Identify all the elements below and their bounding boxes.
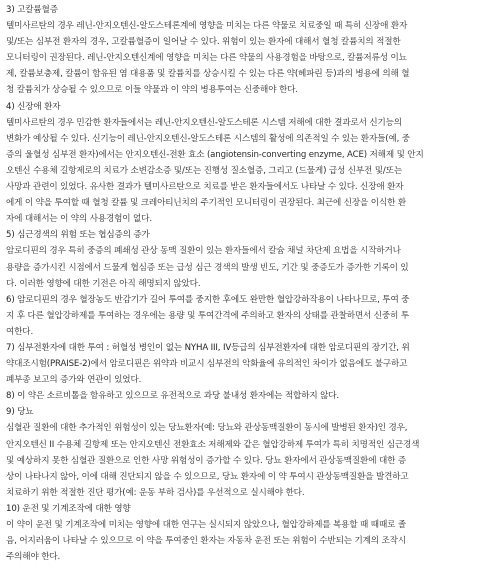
paragraph-line: 및/또는 심부전 환자의 경우, 고칼륨혈증이 일어날 수 있다. 위험이 있는 환자에 대해서 혈청 칼륨치의 적절한 (6, 37, 401, 48)
paragraph-line: 변화가 예상될 수 있다. 신기능이 레닌-안지오텐신-알도스테론 시스템의 활성에 의존적일 수 있는 환자들(예, 중 (6, 133, 410, 144)
section-heading: 3) 고칼륨혈증 (6, 5, 58, 15)
section-heading: 10) 운전 및 기계조작에 대한 영향 (6, 503, 131, 514)
paragraph-line: 치료하기 위한 적절한 진단 평가(예: 운동 부하 검사)를 우선적으로 실시해야 한다. (6, 487, 305, 498)
paragraph-line: 암로디핀의 경우 특히 중증의 폐쇄성 관상 동맥 질환이 있는 환자들에서 칼슘 채널 차단제 요법을 시작하거나 (6, 246, 401, 257)
section-heading: 7) 심부전환자에 대한 투여 : 허혈성 병인이 없는 NYHA III, IV등급의 심부전환자에 대한 암로디핀의 장기간, 위 (6, 342, 410, 353)
paragraph-line: 주의해야 한다. (6, 552, 61, 563)
paragraph-line: 용량을 증가시킨 시점에서 드물게 협심증 또는 급성 심근 경색의 발생 빈도, 기간 및 중증도가 증가한 기록이 있 (6, 262, 409, 273)
paragraph-line: 에게 이 약을 투여할 때 혈청 칼륨 및 크레아티닌치의 주기적인 모니터링이 권장된다. 최근에 신장을 이식한 환 (6, 198, 406, 209)
paragraph-line: 다. 이러한 영향에 대한 기전은 아직 해명되지 않았다. (6, 278, 201, 289)
paragraph-line: 청 칼륨치가 상승될 수 있으므로 이들 약물과 이 약의 병용투여는 신중해야 한다. (6, 85, 298, 96)
paragraph-line: 텔미사르탄의 경우 민감한 환자들에서는 레닌-안지오텐신-알도스테론 시스템 저해에 대한 결과로서 신기능의 (6, 117, 402, 128)
paragraph-line: 심혈관 질환에 대한 추가적인 위험성이 있는 당뇨환자(예: 당뇨와 관상동맥질환이 동시에 발병된 환자)인 경우, (6, 423, 408, 434)
paragraph-line: 약대조시험(PRAISE-2)에서 암로디핀은 위약과 비교시 심부전의 악화율에 유의적인 차이가 없음에도 불구하고 (6, 359, 408, 370)
paragraph-line: 여한다. (6, 326, 34, 337)
section-heading: 9) 당뇨 (6, 407, 34, 418)
paragraph-line: 자에 대해서는 이 약의 사용경험이 없다. (6, 214, 152, 225)
paragraph-line: 안지오텐신 II 수용체 길항제 또는 안지오텐신 전환효소 저해제와 같은 혈압강하제 투여가 특히 치명적인 심근경색 (6, 439, 420, 450)
paragraph-line: 모니터링이 권장된다. 레닌-안지오텐신계에 영향을 미치는 다른 약물의 사용경험을 바탕으로, 칼륨저류성 이뇨 (6, 53, 407, 64)
section-heading: 5) 심근경색의 위험 또는 협심증의 증가 (6, 230, 150, 241)
paragraph-line: 지 후 다른 혈압강하제를 투여하는 경우에는 용량 및 투여간격에 주의하고 환자의 상태를 관찰하면서 신중히 투 (6, 310, 409, 321)
section-heading: 4) 신장애 환자 (6, 101, 61, 112)
paragraph-line: 폐부종 보고의 증가와 연관이 있었다. (6, 375, 142, 386)
paragraph-line: 오텐신 수용체 길항제로의 치료가 소변감소증 및/또는 진행성 질소혈증, 그리고 (드물게) 급성 신부전 및/또는 (6, 165, 402, 176)
paragraph-line: 텔미사르탄의 경우 레닌-안지오텐신-알도스테론계에 영향을 미치는 다른 약물로 치료중일 때 특히 신장애 환자 (6, 21, 408, 32)
section-heading: 6) 암로디핀의 경우 혈장농도 반감기가 길어 투여를 중지한 후에도 완만한 혈압강하작용이 나타나므로, 투여 중 (6, 294, 410, 305)
paragraph-line: 이 약이 운전 및 기계조작에 미치는 영향에 대한 연구는 실시되지 않았으나, 혈압강하제를 복용할 때 때때로 졸 (6, 520, 406, 530)
paragraph-line: 및 예상하지 못한 심혈관 질환으로 인한 사망 위험성이 증가할 수 있다. 당뇨 환자에서 관상동맥질환에 대한 증 (6, 455, 406, 466)
paragraph-line: 상이 나타나지 않아, 이에 대해 진단되지 않을 수 있으므로, 당뇨 환자에 이 약 투여시 관상동맥질환을 발견하고 (6, 471, 409, 482)
paragraph-line: 사망과 관련이 있었다. 유사한 결과가 텔미사르탄으로 치료를 받은 환자들에서도 나타날 수 있다. 신장애 환자 (6, 182, 404, 193)
section-heading: 8) 이 약은 소르비톨을 함유하고 있으므로 유전적으로 과당 불내성 환자에는 적합하지 않다. (6, 391, 339, 402)
paragraph-line: 음, 어지러움이 나타날 수 있으므로 이 약을 투여중인 환자는 자동차 운전 또는 위험이 수반되는 기계의 조작시 (6, 536, 406, 547)
paragraph-line: 증의 울혈성 심부전 환자)에서는 안지오텐신-전환 효소 (angiotensin-converting enzyme, ACE) 저해제 및 안지 (6, 149, 424, 160)
paragraph-line: 제, 칼륨보충제, 칼륨이 함유된 염 대용품 및 칼륨치를 상승시킬 수 있는 다른 약(헤파린 등)과의 병용에 의해 혈 (6, 69, 410, 80)
